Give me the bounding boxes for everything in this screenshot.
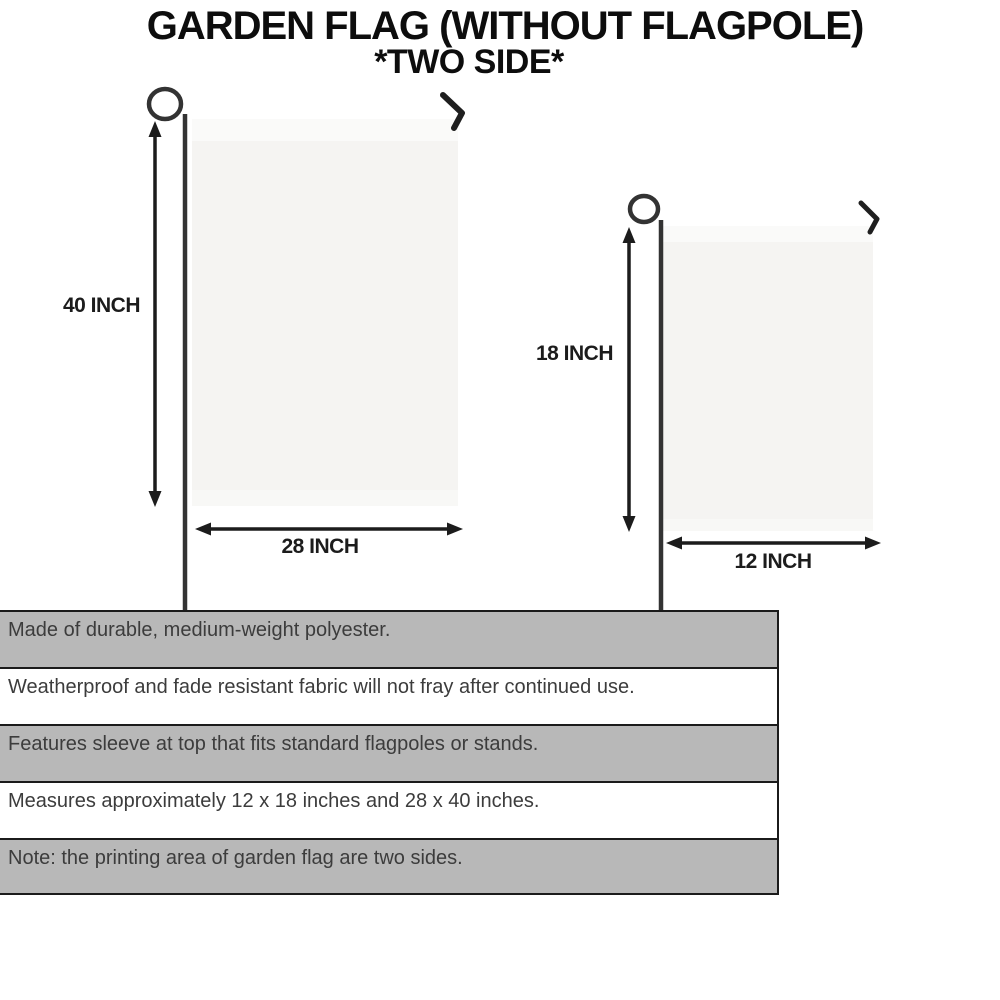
large-flagpole-loop-icon — [149, 89, 181, 119]
large-flag-height-arrow — [149, 121, 162, 507]
feature-row — [0, 781, 779, 838]
small-flag-width-label: 12 INCH — [734, 550, 812, 573]
feature-row-text: Weatherproof and fade resistant fabric will not fray after continued use. — [8, 676, 635, 698]
feature-row — [0, 610, 779, 667]
small-flag-width-arrow — [666, 537, 881, 550]
small-flag-height-label: 18 INCH — [535, 342, 613, 365]
large-flag-hook-icon — [443, 95, 462, 128]
feature-row — [0, 724, 779, 781]
feature-row-text: Measures approximately 12 x 18 inches and 28 x 40 inches. — [8, 790, 540, 812]
large-flag-width-arrow — [195, 523, 463, 536]
feature-row-text: Features sleeve at top that fits standard flagpoles or stands. — [8, 733, 539, 755]
features-table — [0, 610, 779, 895]
small-flag-hook-icon — [861, 203, 877, 232]
feature-row-text: Note: the printing area of garden flag are two sides. — [8, 847, 463, 869]
page-title: GARDEN FLAG (WITHOUT FLAGPOLE) — [146, 4, 864, 48]
feature-row — [0, 838, 779, 895]
page-subtitle: *TWO SIDE* — [374, 43, 564, 81]
large-flag-height-label: 40 INCH — [62, 294, 140, 317]
small-flagpole-loop-icon — [630, 196, 658, 222]
feature-row — [0, 667, 779, 724]
feature-row-text: Made of durable, medium-weight polyester. — [8, 619, 391, 641]
small-flag-height-arrow — [623, 227, 636, 532]
large-flag-width-label: 28 INCH — [281, 535, 359, 558]
